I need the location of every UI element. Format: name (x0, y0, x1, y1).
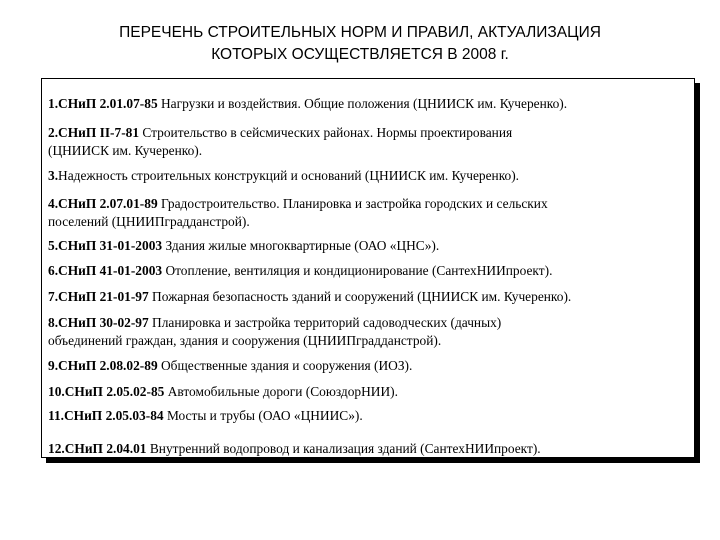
item-code: СНиП 2.01.07-85 (58, 96, 158, 111)
item-text-continued: объединений граждан, здания и сооружения (ЦНИИПградданстрой). (48, 333, 442, 348)
item-text: Здания жилые многоквартирные (ОАО «ЦНС»). (162, 238, 440, 253)
list-item (48, 440, 696, 458)
title-line-1: ПЕРЕЧЕНЬ СТРОИТЕЛЬНЫХ НОРМ И ПРАВИЛ, АКТУАЛИЗАЦИЯ (119, 24, 601, 41)
list-item (48, 288, 696, 306)
item-code: СНиП 2.05.02-85 (64, 384, 165, 399)
item-text: Надежность строительных конструкций и оснований (ЦНИИСК им. Кучеренко). (58, 168, 520, 183)
list-item (48, 95, 696, 113)
list-item (48, 124, 696, 160)
item-text: Нагрузки и воздействия. Общие положения (ЦНИИСК им. Кучеренко). (157, 96, 568, 111)
item-code: СНиП 2.04.01 (64, 441, 147, 456)
item-number: 6. (48, 263, 59, 278)
list-item (48, 357, 696, 375)
list-item (48, 167, 696, 185)
item-code: СНиП 2.07.01-89 (58, 196, 158, 211)
item-number: 11. (48, 408, 64, 423)
item-number: 2. (48, 125, 59, 140)
item-number: 9. (48, 358, 59, 373)
item-number: 5. (48, 238, 59, 253)
item-text: Строительство в сейсмических районах. Нормы проектирования (139, 125, 513, 140)
item-text-continued: (ЦНИИСК им. Кучеренко). (48, 143, 203, 158)
item-text: Отопление, вентиляция и кондиционирование (СантехНИИпроект). (162, 263, 553, 278)
item-number: 4. (48, 196, 59, 211)
item-code: СНиП 21-01-97 (58, 289, 149, 304)
item-code: СНиП 2.05.03-84 (64, 408, 164, 423)
item-number: 3. (48, 168, 59, 183)
list-item (48, 407, 696, 425)
item-number: 1. (48, 96, 59, 111)
title-line-2: КОТОРЫХ ОСУЩЕСТВЛЯЕТСЯ В 2008 г. (211, 46, 509, 63)
item-code: СНиП 2.08.02-89 (58, 358, 158, 373)
item-text: Мосты и трубы (ОАО «ЦНИИС»). (163, 408, 363, 423)
item-code: СНиП 41-01-2003 (58, 263, 163, 278)
list-item (48, 262, 696, 280)
item-number: 7. (48, 289, 59, 304)
item-number: 12. (48, 441, 65, 456)
item-text: Автомобильные дороги (СоюздорНИИ). (164, 384, 398, 399)
norms-list-panel (41, 78, 695, 458)
item-number: 10. (48, 384, 65, 399)
item-code: СНиП 30-02-97 (58, 315, 149, 330)
list-item (48, 383, 696, 401)
item-text-continued: поселений (ЦНИИПградданстрой). (48, 214, 250, 229)
item-number: 8. (48, 315, 59, 330)
item-text: Планировка и застройка территорий садоводческих (дачных) (148, 315, 502, 330)
item-text: Градостроительство. Планировка и застройка городских и сельских (157, 196, 548, 211)
item-code: СНиП 31-01-2003 (58, 238, 163, 253)
item-code: СНиП II-7-81 (58, 125, 140, 140)
page-title (40, 22, 680, 66)
item-text: Внутренний водопровод и канализация зданий (СантехНИИпроект). (146, 441, 541, 456)
list-item (48, 195, 696, 231)
list-item (48, 314, 696, 350)
item-text: Пожарная безопасность зданий и сооружений (ЦНИИСК им. Кучеренко). (148, 289, 572, 304)
list-item (48, 237, 696, 255)
item-text: Общественные здания и сооружения (ИОЗ). (157, 358, 413, 373)
